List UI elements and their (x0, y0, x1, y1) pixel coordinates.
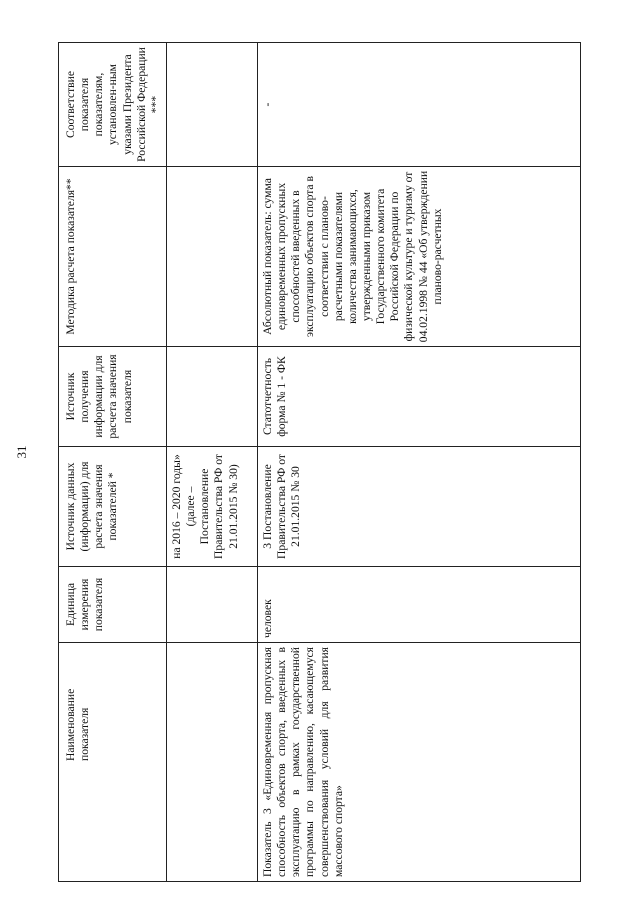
header-info-source: Источник получения информации для расчета значения показателя (59, 347, 167, 447)
header-data-source: Источник данных (информации) для расчета значения показателей * (59, 447, 167, 567)
cell-empty (166, 43, 257, 167)
cell-empty (166, 643, 257, 882)
cell-empty (166, 567, 257, 643)
header-indicator-name: Наименование показателя (59, 643, 167, 882)
header-calc-method: Методика расчета показателя** (59, 167, 167, 347)
cell-indicator-name: Показатель 3 «Единовременная пропускная способность объектов спорта, введенных в эксплуатацию в рамках государственной программы по направлению, касающемуся совершенствования условий для развития массового спорта» (257, 643, 580, 882)
cell-calc-method: Абсолютный показатель: сумма единовременных пропускных способностей введенных в эксплуатацию объектов спорта в соответствии с планово-расчетными показателями количества занимающихся, утвержденными приказом Государственного комитета Российской Федерации по физической культуре и туризму от 04.02.1998 № 44 «Об утверждении планово-расчетных (257, 167, 580, 347)
cell-data-source-continuation: на 2016 – 2020 годы» (далее – Постановление Правительства РФ от 21.01.2015 № 30) (166, 447, 257, 567)
table-header-row (59, 43, 167, 882)
cell-data-source: 3 Постановление Правительства РФ от 21.01.2015 № 30 (257, 447, 580, 567)
indicator-table-rotated (58, 43, 581, 882)
indicator-table (58, 42, 581, 882)
table-row-indicator-3 (257, 43, 580, 882)
header-compliance: Соответствие показателя показателям, установлен-ным указами Президента Российской Федерации *** (59, 43, 167, 167)
cell-empty (166, 167, 257, 347)
page-number: 31 (14, 445, 29, 459)
table-row-continuation (166, 43, 257, 882)
cell-empty (166, 347, 257, 447)
header-unit: Единица измерения показателя (59, 567, 167, 643)
cell-info-source: Статотчетность форма № 1 - ФК (257, 347, 580, 447)
cell-compliance: - (257, 43, 580, 167)
cell-unit: человек (257, 567, 580, 643)
